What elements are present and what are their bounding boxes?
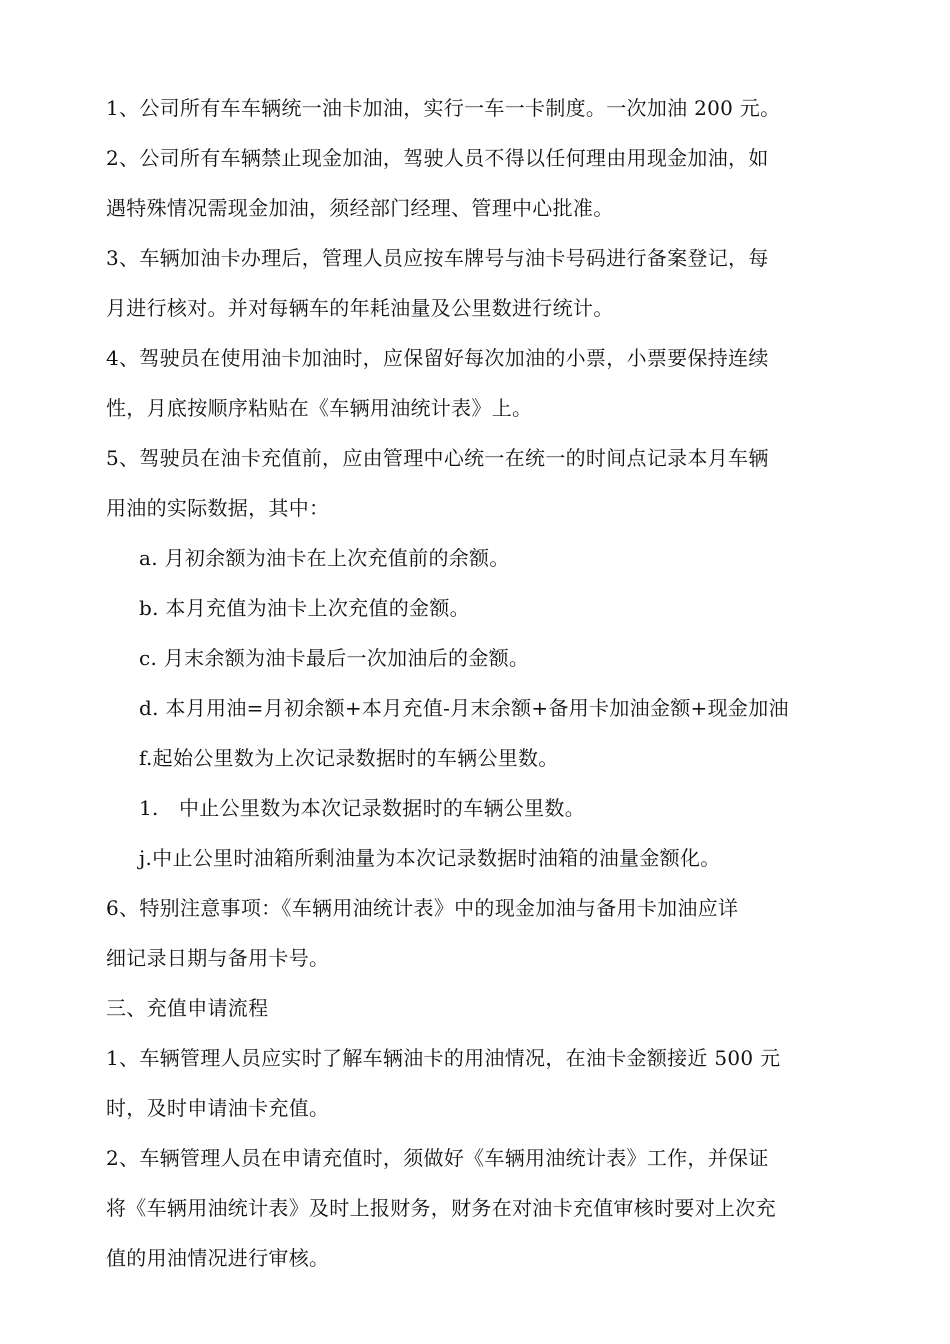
sub-item-f: f.起始公里数为上次记录数据时的车辆公里数。: [139, 746, 559, 770]
sub-item-j: j.中止公里时油箱所剩油量为本次记录数据时油箱的油量金额化。: [139, 846, 721, 870]
recharge-rule-2-line-1: 2、车辆管理人员在申请充值时，须做好《车辆用油统计表》工作，并保证: [106, 1146, 769, 1170]
sub-item-c: c. 月末余额为油卡最后一次加油后的金额。: [139, 646, 530, 670]
rule-4-line-2: 性，月底按顺序粘贴在《车辆用油统计表》上。: [106, 396, 533, 420]
sub-item-b: b. 本月充值为油卡上次充值的金额。: [139, 596, 470, 620]
recharge-rule-1-line-1: 1、车辆管理人员应实时了解车辆油卡的用油情况，在油卡金额接近 500 元: [106, 1046, 781, 1070]
sub-item-1-number: 1.: [139, 796, 159, 820]
rule-1-line-1: 1、公司所有车车辆统一油卡加油，实行一车一卡制度。一次加油 200 元。: [106, 96, 781, 120]
recharge-rule-1-line-2: 时，及时申请油卡充值。: [106, 1096, 330, 1120]
rule-2-line-2: 遇特殊情况需现金加油，须经部门经理、管理中心批准。: [106, 196, 614, 220]
rule-3-line-1: 3、车辆加油卡办理后，管理人员应按车牌号与油卡号码进行备案登记，每: [106, 246, 769, 270]
rule-4-line-1: 4、驾驶员在使用油卡加油时，应保留好每次加油的小票，小票要保持连续: [106, 346, 769, 370]
sub-item-1-text: 中止公里数为本次记录数据时的车辆公里数。: [179, 796, 585, 820]
sub-item-1: [139, 794, 585, 822]
sub-item-d: d. 本月用油=月初余额+本月充值-月末余额+备用卡加油金额+现金加油: [139, 696, 789, 720]
rule-5-line-2: 用油的实际数据，其中：: [106, 496, 330, 520]
sub-item-a: a. 月初余额为油卡在上次充值前的余额。: [139, 546, 510, 570]
recharge-rule-2-line-2: 将《车辆用油统计表》及时上报财务，财务在对油卡充值审核时要对上次充: [106, 1196, 776, 1220]
rule-6-line-2: 细记录日期与备用卡号。: [106, 946, 330, 970]
rule-5-line-1: 5、驾驶员在油卡充值前，应由管理中心统一在统一的时间点记录本月车辆: [106, 446, 769, 470]
rule-6-line-1: 6、特别注意事项：《车辆用油统计表》中的现金加油与备用卡加油应详: [106, 896, 739, 920]
rule-3-line-2: 月进行核对。并对每辆车的年耗油量及公里数进行统计。: [106, 296, 614, 320]
rule-2-line-1: 2、公司所有车辆禁止现金加油，驾驶人员不得以任何理由用现金加油，如: [106, 146, 769, 170]
section-heading-3: 三、充值申请流程: [106, 996, 269, 1020]
recharge-rule-2-line-3: 值的用油情况进行审核。: [106, 1246, 330, 1270]
